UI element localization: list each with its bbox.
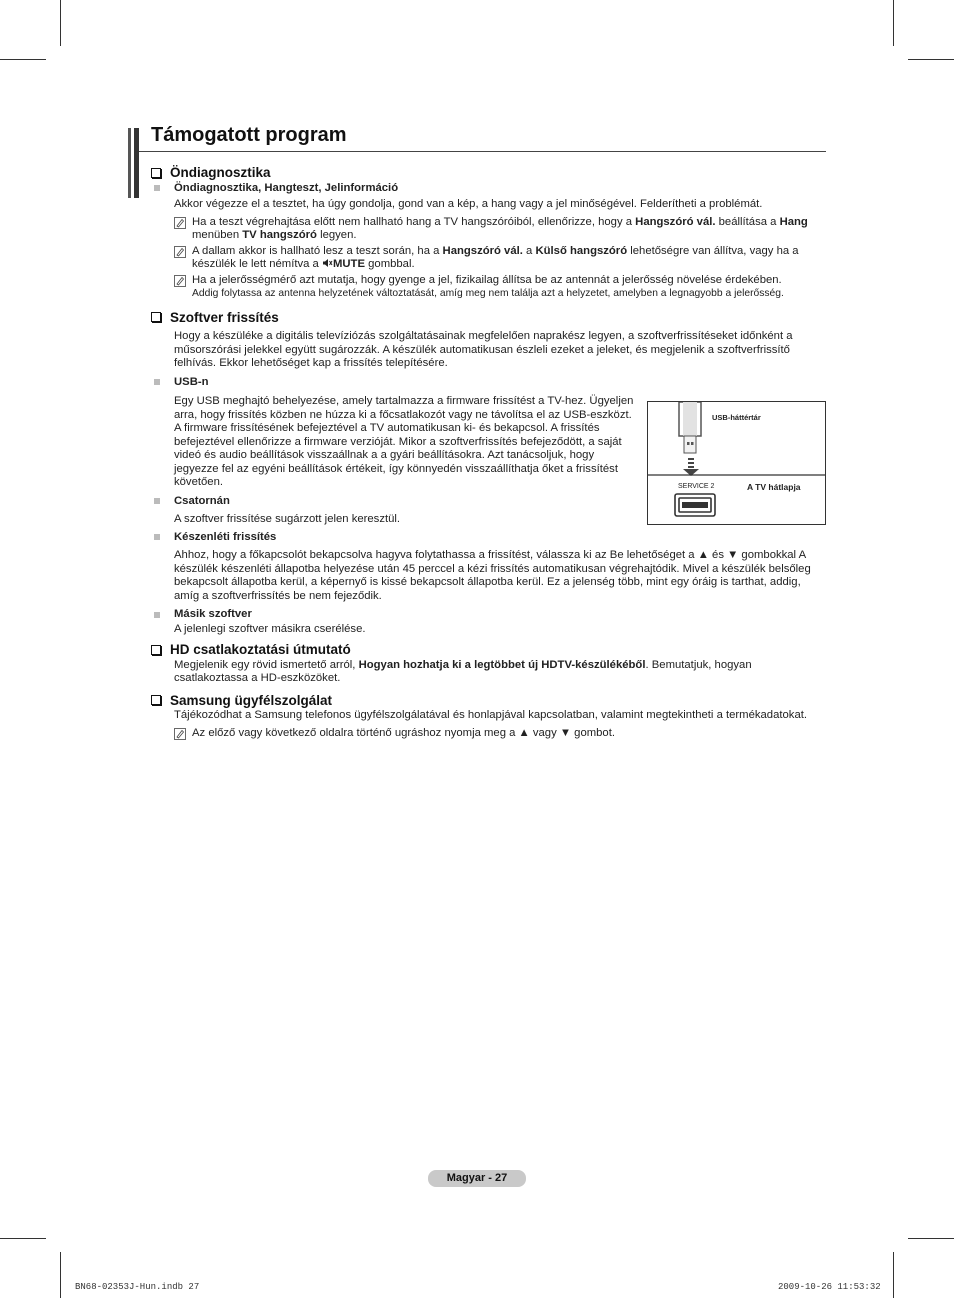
subheading-alternative: Másik szoftver xyxy=(151,608,827,622)
channel-description: A szoftver frissítése sugárzott jelen keresztül. xyxy=(174,513,401,525)
service-port-label: SERVICE 2 xyxy=(678,483,715,490)
usb-description: Egy USB meghajtó behelyezése, amely tartalmazza a firmware frissítést a TV-hez. Ügyeljen arra, hogy frissítés közben ne húzza ki a főcsatlakozót vagy ne távolítsa el az USB-eszközt. A firmware frissítésének befejeztével a TV automatikusan ki- és bekapcsol. A frissítés befejeztével ellenőrizze a firmware verzióját. Mikor a szoftverfrissítés befejeződött, a saját videó és audio beállítások visszaállnak a a gyári beállításokra. Azt tanácsoljuk, hogy jegyezze fel az egyéni beállítások értékeit, így könnyedén visszaállíthatja őket a frissítést követően. xyxy=(174,395,634,488)
crop-mark xyxy=(893,0,894,46)
footer-file-info: BN68-02353J-Hun.indb 27 xyxy=(75,1282,200,1292)
checkbox-bullet-icon xyxy=(151,312,161,322)
crop-mark xyxy=(0,1238,46,1239)
square-bullet-icon xyxy=(154,534,160,540)
note-icon xyxy=(174,728,186,740)
tv-rear-label: A TV hátlapja xyxy=(747,482,801,492)
note-signal-strength xyxy=(174,274,827,301)
title-accent-bar xyxy=(134,128,139,198)
subheading-self-diag-items: Öndiagnosztika, Hangteszt, Jelinformáció xyxy=(151,182,827,196)
subheading-usb: USB-n xyxy=(151,376,827,390)
crop-mark xyxy=(60,0,61,46)
section-heading-support: Samsung ügyfélszolgálat xyxy=(151,694,827,708)
mute-icon xyxy=(322,258,333,268)
usb-connection-figure xyxy=(647,401,826,525)
checkbox-bullet-icon xyxy=(151,168,161,178)
square-bullet-icon xyxy=(154,498,160,504)
crop-mark xyxy=(0,59,46,60)
self-diag-description: Akkor végezze el a tesztet, ha úgy gondolja, gond van a kép, a hang vagy a jel minőségével. Felderítheti a problémát. xyxy=(174,198,763,210)
support-description: Tájékozódhat a Samsung telefonos ügyfélszolgálatával és honlapjával kapcsolatban, valamint megtekintheti a termékadatokat. xyxy=(174,709,808,721)
square-bullet-icon xyxy=(154,612,160,618)
note-signal-text: Ha a jelerősségmérő azt mutatja, hogy gyenge a jel, fizikailag állítsa be az antennát a jelerősség növelése érdekében. xyxy=(192,273,782,286)
crop-mark xyxy=(893,1252,894,1298)
alternative-description: A jelenlegi szoftver másikra cserélése. xyxy=(174,622,366,635)
checkbox-bullet-icon xyxy=(151,645,161,655)
subheading-standby: Készenléti frissítés xyxy=(151,531,827,545)
section-heading-self-diagnosis: Öndiagnosztika xyxy=(151,166,827,180)
note-icon xyxy=(174,246,186,258)
note-speaker-check: Ha a teszt végrehajtása előtt nem hallható hang a TV hangszóróiból, ellenőrizze, hogy a Hangszóró vál. beállítása a Hang menüben TV hangszóró legyen. xyxy=(174,216,827,243)
square-bullet-icon xyxy=(154,379,160,385)
section-heading-software-update: Szoftver frissítés xyxy=(151,311,827,325)
software-description: Hogy a készüléke a digitális televíziózás szolgáltatásainak megfelelően naprakész legyen, a szoftverfrissítéseket időnként a műsorszórási jelekkel együtt sugározzák. A készülék automatikusan észleli ezeket a jeleket, és megjelenik a szoftverfrissítő felhívás. Ekkor lehetőséget kap a frissítés telepítésére. xyxy=(174,330,793,369)
note-icon xyxy=(174,275,186,287)
crop-mark xyxy=(908,59,954,60)
square-bullet-icon xyxy=(154,185,160,191)
standby-description: Ahhoz, hogy a főkapcsolót bekapcsolva hagyva folytathassa a frissítést, válassza ki az Be lehetőséget a ▲ és ▼ gombokkal A készülék készenléti állapotba helyezése után 45 perccel a kézi frissítés automatikusan végrehajtódik. Mivel a készülék belsőleg bekapcsolt állapotba kerül, a képernyő is kissé bekapcsolt állapotba kerül. Ez a jelenség több, mint egy óráig is tarthat, addig, amíg a szoftverfrissítés be nem fejeződik. xyxy=(174,549,811,602)
note-melody: A dallam akkor is hallható lesz a teszt során, ha a Hangszóró vál. a Külső hangszóró lehetőségre van állítva, vagy ha a készülék le lett némítva a MUTE gombbal. xyxy=(174,245,827,272)
usb-storage-label: USB-háttértár xyxy=(712,413,761,422)
note-page-navigation: Az előző vagy következő oldalra történő ugráshoz nyomja meg a ▲ vagy ▼ gombot. xyxy=(174,727,827,741)
page-number-badge: Magyar - 27 xyxy=(428,1170,526,1187)
page-title: Támogatott program xyxy=(151,124,347,146)
note-signal-detail: Addig folytassa az antenna helyzetének változtatását, amíg meg nem találja azt a helyzetet, amelyben a legnagyobb a jelerősség. xyxy=(192,288,784,299)
crop-mark xyxy=(60,1252,61,1298)
title-accent-bar xyxy=(128,128,131,198)
crop-mark xyxy=(908,1238,954,1239)
subheading-channel: Csatornán xyxy=(151,495,827,509)
title-divider xyxy=(139,151,826,152)
footer-timestamp: 2009-10-26 11:53:32 xyxy=(778,1282,881,1292)
checkbox-bullet-icon xyxy=(151,695,161,705)
section-heading-hd-guide: HD csatlakoztatási útmutató xyxy=(151,643,827,657)
note-icon xyxy=(174,217,186,229)
hd-description: Megjelenik egy rövid ismertető arról, Hogyan hozhatja ki a legtöbbet új HDTV-készülékéből. Bemutatjuk, hogyan csatlakoztassa a HD-eszközöket. xyxy=(174,658,752,684)
